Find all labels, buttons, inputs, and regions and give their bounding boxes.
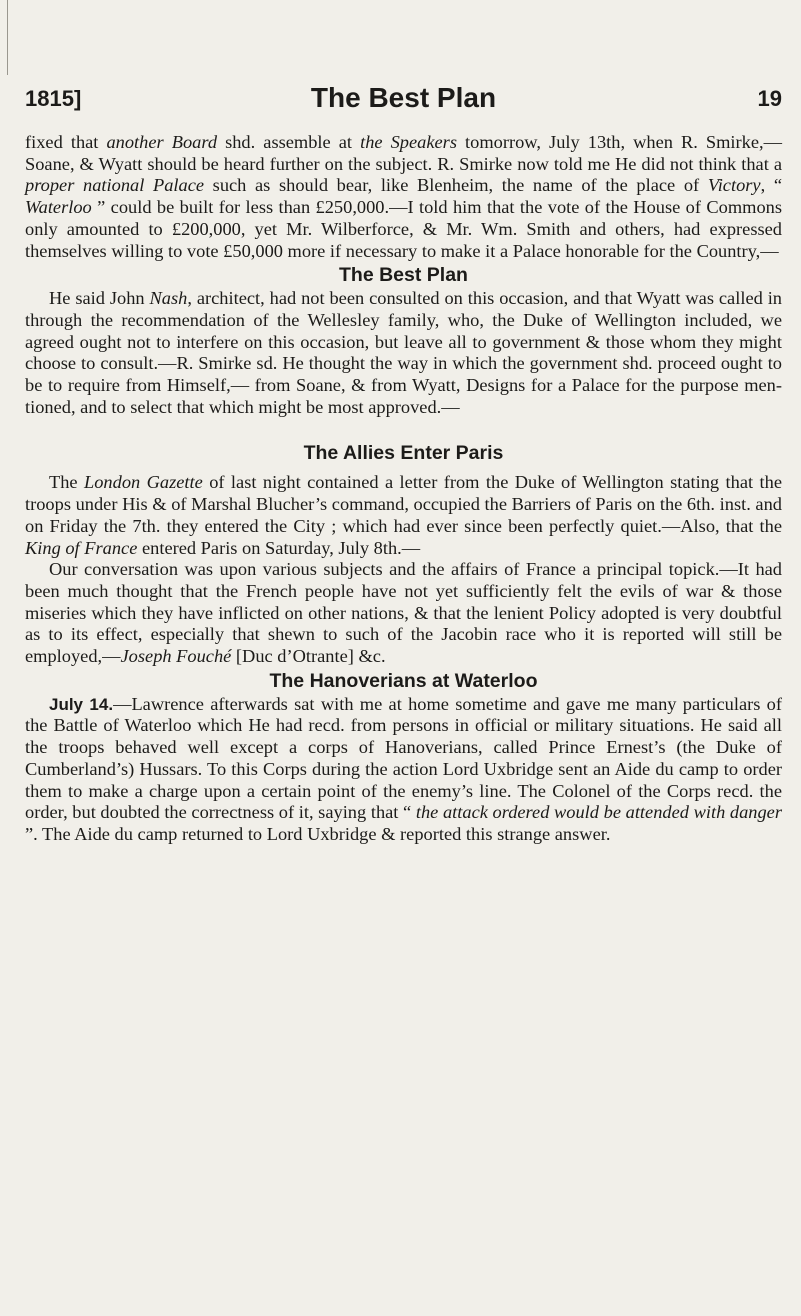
paragraph-best-plan: He said John Nash, architect, had not been consulted on this occasion, and that Wyatt was called in through the recommendation of the Wellesley family, who, the Duke of Wellington included, we agreed ought not to interfere on this occasion, but leave all to government & those whom they might choose to consult.—R. Smirke sd. He thought the way in which the government shd. proceed ought to be to require from Himself,— from Soane, & from Wyatt, Designs for a Palace for the purpose men- tioned, and to select that which might be most approved.— (25, 288, 782, 417)
paragraph-london-gazette: The London Gazette of last night contained a letter from the Duke of Wellington stating that the troops under His & of Marshal Blucher’s command, occupied the Barriers of Paris on the 6th. inst. and on Friday the 7th. they entered the City ; which had ever since been perfectly quiet.—Also, that the King of France entered Paris on Saturday, July 8th.— (25, 472, 782, 558)
header-year: 1815] (25, 86, 82, 111)
section-heading-hanoverians: The Hanoverians at Waterloo (269, 669, 538, 692)
paragraph-hanoverians: July 14.—Lawrence afterwards sat with me at home sometime and gave me many particulars of the Battle of Waterloo which He had recd. from persons in official or military situations. He said all the troops behaved well except a corps of Hanoverians, called Prince Ernest’s (the Duke of Cumberland’s) Hussars. To this Corps during the action Lord Uxbridge sent an Aide du camp to order them to make a charge upon a certain point of the enemy’s line. The Colonel of the Corps recd. the order, but doubted the correctness of it, saying that “ the attack ordered would be attended with danger ”. The Aide du camp returned to Lord Uxbridge & reported this strange answer. (25, 693, 783, 844)
section-heading-best-plan: The Best Plan (339, 264, 468, 287)
dateline: July 14. (49, 694, 114, 714)
body-text (25, 132, 782, 846)
paragraph-continued: fixed that another Board shd. assemble at the Speakers tomorrow, July 13th, when R. Smirke,—Soane, & Wyatt should be heard further on the subject. R. Smirke now told me He did not think that a proper national Palace such as should bear, like Blenheim, the name of the place of Victory, “ Waterloo ” could be built for less than £250,000.—I told him that the vote of the House of Commons only amounted to £200,000, yet Mr. Wilberforce, & Mr. Wm. Smith and others, had expressed themselves willing to vote £50,000 more if necessary to make it a Palace honorable for the Country,— (25, 132, 783, 261)
paragraph-conversation: Our conversation was upon various subjects and the affairs of France a principal topick.—It had been much thought that the French people have not yet sufficiently felt the evils of war & those miseries which they have inflicted on other nations, & that the lenient Policy adopted is very doubtful as to its effect, especially that shewn to such of the Jacobin race who it is reported will still be employed,—Joseph Fouché [Duc d’Otrante] &c. (25, 559, 782, 667)
header-title: The Best Plan (310, 82, 497, 113)
page-number: 19 (757, 86, 782, 111)
running-header (25, 82, 782, 120)
page-edge (0, 0, 8, 75)
section-heading-allies-enter-paris: The Allies Enter Paris (303, 442, 504, 465)
